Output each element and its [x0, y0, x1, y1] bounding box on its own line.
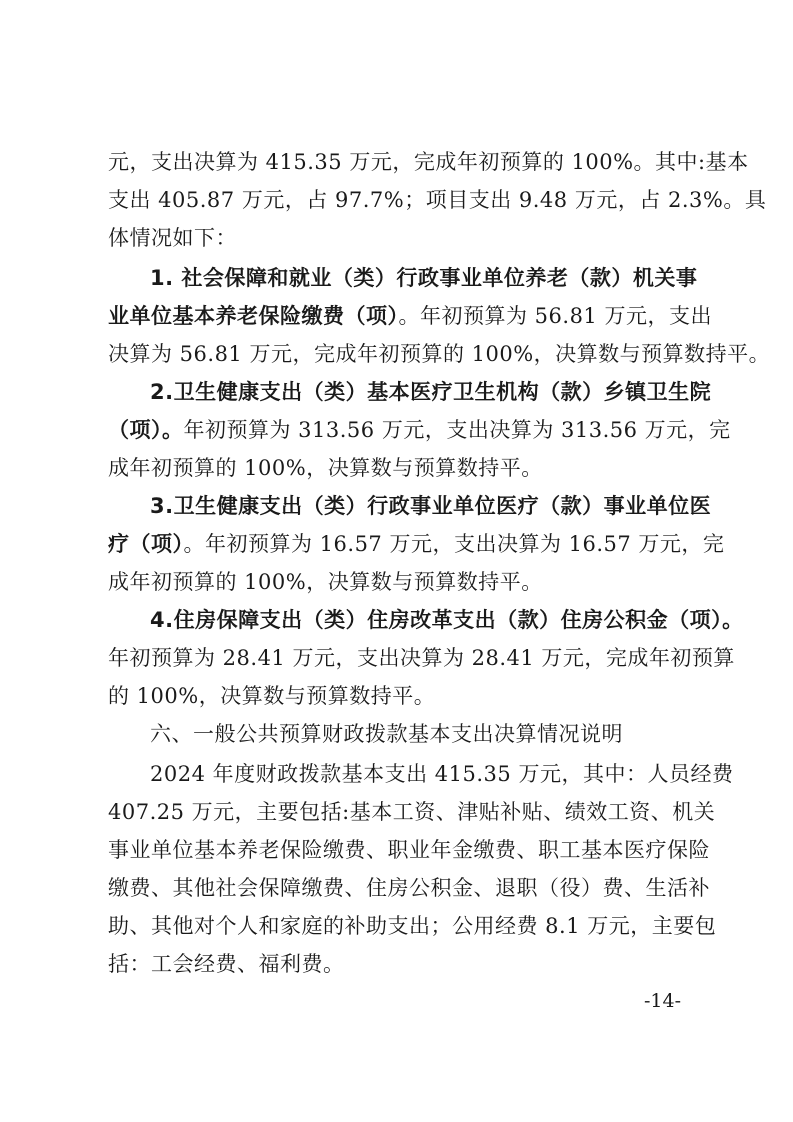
final-line-1: 2024 年度财政拨款基本支出 415.35 万元，其中：人员经费	[150, 762, 734, 786]
section-heading: 六、一般公共预算财政拨款基本支出决算情况说明	[150, 722, 623, 746]
item-4-line-2: 年初预算为 28.41 万元，支出决算为 28.41 万元，完成年初预算	[108, 646, 735, 670]
item-4-line-3: 的 100%，决算数与预算数持平。	[108, 684, 436, 708]
intro-line-3: 体情况如下：	[108, 226, 237, 250]
item-3-line-1: 3.卫生健康支出（类）行政事业单位医疗（款）事业单位医	[150, 494, 712, 518]
item-2-line-3: 成年初预算的 100%，决算数与预算数持平。	[108, 456, 543, 480]
intro-line-1: 元，支出决算为 415.35 万元，完成年初预算的 100%。其中:基本	[108, 150, 749, 174]
intro-line-2: 支出 405.87 万元，占 97.7%；项目支出 9.48 万元，占 2.3%。具	[108, 188, 767, 212]
page-number: -14-	[644, 990, 682, 1012]
final-line-4: 缴费、其他社会保障缴费、住房公积金、退职（役）费、生活补	[108, 876, 710, 900]
item-3-line-2: 疗（项）。年初预算为 16.57 万元，支出决算为 16.57 万元，完	[108, 532, 725, 556]
item-2-line-1: 2.卫生健康支出（类）基本医疗卫生机构（款）乡镇卫生院	[150, 380, 712, 404]
final-line-2: 407.25 万元，主要包括:基本工资、津贴补贴、绩效工资、机关	[108, 800, 716, 824]
final-line-5: 助、其他对个人和家庭的补助支出；公用经费 8.1 万元，主要包	[108, 914, 717, 938]
final-line-3: 事业单位基本养老保险缴费、职业年金缴费、职工基本医疗保险	[108, 838, 710, 862]
item-1-line-1: 1. 社会保障和就业（类）行政事业单位养老（款）机关事	[150, 266, 698, 290]
item-1-line-2: 业单位基本养老保险缴费（项）。年初预算为 56.81 万元，支出	[108, 304, 712, 328]
item-1-line-3: 决算为 56.81 万元，完成年初预算的 100%，决算数与预算数持平。	[108, 342, 771, 366]
final-line-6: 括：工会经费、福利费。	[108, 952, 345, 976]
item-2-line-2: （项）。年初预算为 313.56 万元，支出决算为 313.56 万元，完	[108, 418, 731, 442]
item-4-line-1: 4.住房保障支出（类）住房改革支出（款）住房公积金（项）。	[150, 608, 744, 632]
item-3-line-3: 成年初预算的 100%，决算数与预算数持平。	[108, 570, 543, 594]
